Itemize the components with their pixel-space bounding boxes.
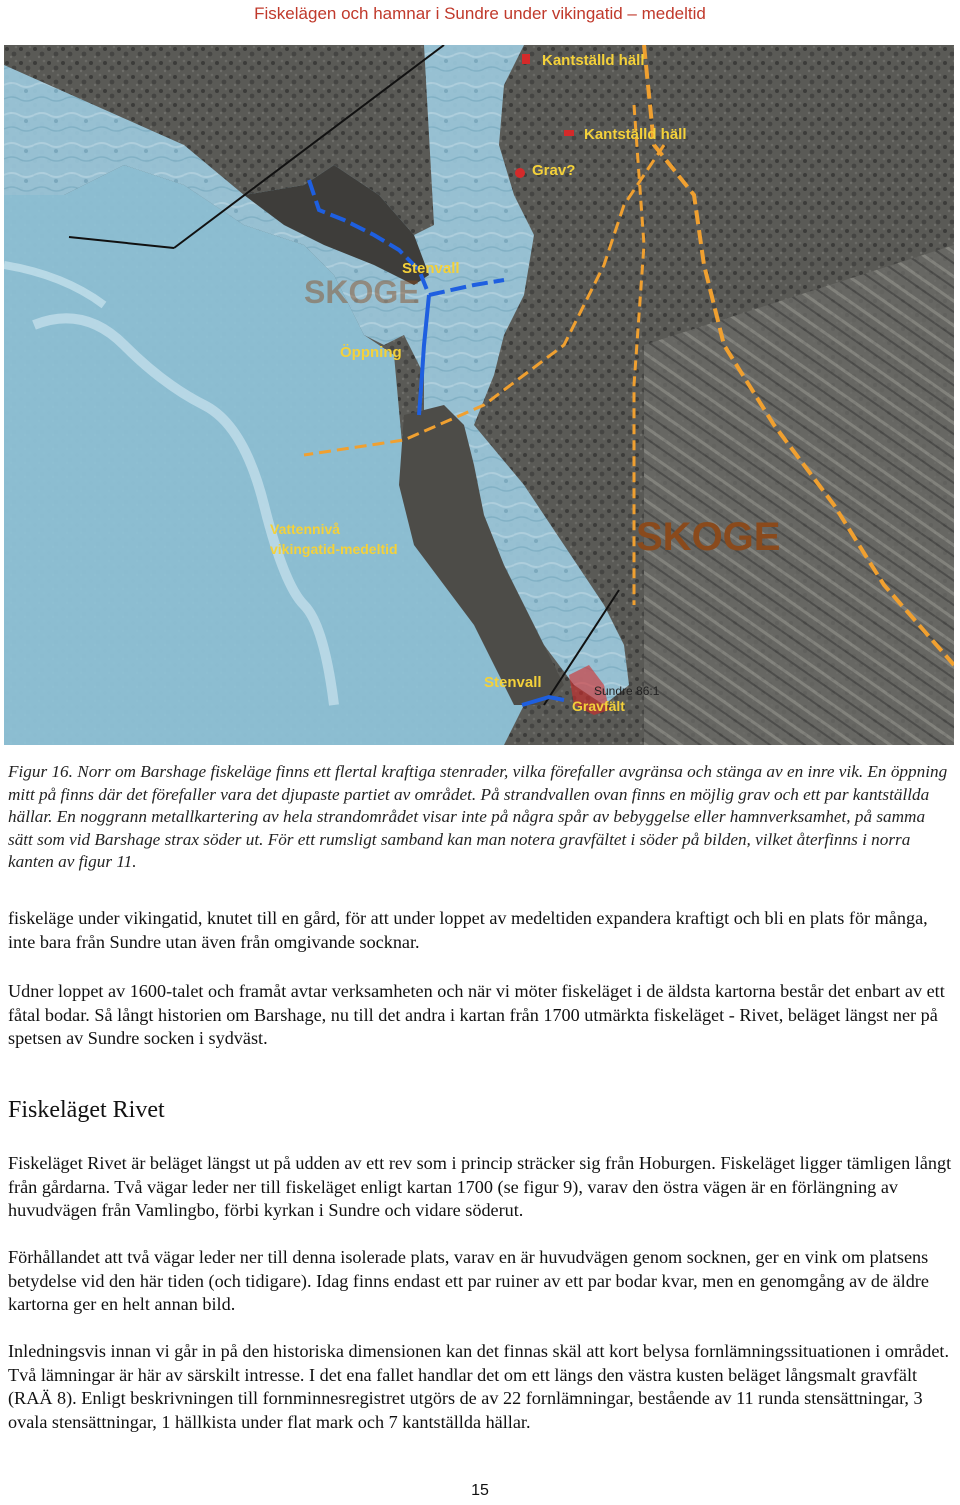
- label-kantstalld-2: Kantställd häll: [584, 126, 687, 143]
- label-skoge-faded: SKOGE: [304, 274, 420, 310]
- label-kantstalld-1: Kantställd häll: [542, 52, 645, 69]
- paragraph-2: Udner loppet av 1600-talet och framåt avtar verksamheten och när vi möter fiskeläget i de äldsta kartorna består det enbart av ett fåtal bodar. Så långt historien om Barshage, nu till det andra i kartan från 1700 utmärkta fiskeläget - Rivet, beläget längst ner på spetsen av Sundre socken i sydväst.: [8, 981, 945, 1048]
- paragraph-1: fiskeläge under vikingatid, knutet till en gård, för att under loppet av medeltiden expandera kraftigt och bli en plats för många, inte bara från Sundre utan även från omgivande socknar.: [8, 908, 928, 952]
- label-stenvall-2: Stenvall: [484, 674, 542, 691]
- paragraph-4: Förhållandet att två vägar leder ner till denna isolerade plats, varav en är huvudvägen genom socknen, ger en vink om platsens betydelse vid den här tiden (och tidigare). Idag finns endast ett par ruiner av ett par bodar kvar, men en genomgång av de äldre kartorna ger en helt annan bild.: [8, 1247, 929, 1314]
- kantstalld-marker-1: [522, 54, 530, 64]
- paragraph-3: Fiskeläget Rivet är beläget längst ut på udden av ett rev som i princip sträcker sig från Hoburgen. Fiskeläget ligger tämligen långt från gårdarna. Två vägar leder ner till fiskeläget enligt kartan 1700 (se figur 9), varav den östra vägen är en förlängning av huvudvägen från Vamlingbo, förbi kyrkan i Sundre och vidare söderut.: [8, 1153, 952, 1220]
- label-grav: Grav?: [532, 162, 576, 179]
- label-vattenniva-2: vikingatid-medeltid: [270, 541, 398, 557]
- label-sundre-ref: Sundre 86:1: [594, 684, 660, 698]
- section-heading: Fiskeläget Rivet: [8, 1097, 165, 1123]
- aerial-map-figure: [4, 45, 954, 745]
- page-number: 15: [471, 1482, 489, 1499]
- label-vattenniva-1: Vattennivå: [270, 521, 341, 537]
- label-gravfalt: Gravfält: [572, 698, 625, 714]
- grave-marker: [515, 168, 525, 178]
- running-header: Fiskelägen och hamnar i Sundre under vikingatid – medeltid: [254, 4, 706, 23]
- label-oppning: Öppning: [340, 344, 402, 361]
- label-skoge: SKOGE: [636, 515, 781, 559]
- kantstalld-marker-2: [564, 130, 574, 136]
- label-stenvall-1: Stenvall: [402, 260, 460, 277]
- paragraph-5: Inledningsvis innan vi går in på den historiska dimensionen kan det finnas skäl att kort belysa fornlämningssituationen i området. Två lämningar är här av särskilt intresse. I det ena fallet handlar det om ett längs den västra kusten beläget långsmalt gravfält (RAÄ 8). Enligt beskrivningen till fornminnesregistret utgörs de av 22 fornlämningar, bestående av 11 runda stensättningar, 3 ovala stensättningar, 1 hällkista under flat mark och 7 kantställda hällar.: [8, 1341, 950, 1432]
- figure-caption: Figur 16. Norr om Barshage fiskeläge finns ett flertal kraftiga stenrader, vilka förefaller avgränsa och stänga av en inre vik. En öppning mitt på finns där det förefaller vara det djupaste partiet av området. På strandvallen ovan finns en möjlig grav och ett par kantställda hällar. En noggrann metallkartering av hela strandområdet visar inte på några spår av bebyggelse eller hamnverksamhet, på samma sätt som vid Barshage strax söder ut. För ett rumsligt samband kan man notera gravfältet i söder på bilden, vilket återfinns i norra kanten av figur 11.: [8, 762, 948, 871]
